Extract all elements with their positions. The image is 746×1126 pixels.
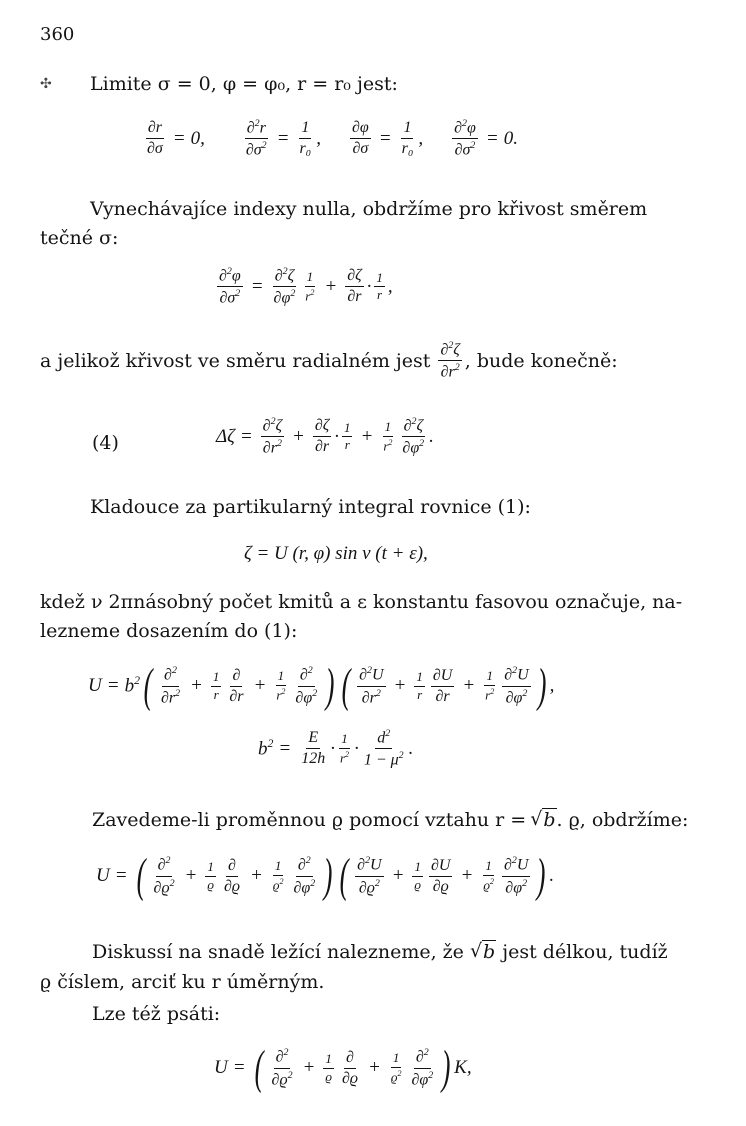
paragraph-also: Lze též psáti: (92, 1003, 221, 1025)
page-number: 360 (40, 24, 75, 45)
paragraph-frequency-line2: lezneme dosazením do (1): (40, 620, 298, 642)
paragraph-frequency-line1: kdež ν 2πnásobný počet kmitů a ε konstantu fasovou označuje, na- (40, 591, 683, 613)
b-squared-equation: $b^2$ = $\frac{E}{12h}$ · $\frac{1}{r^2}$ · $\frac{d^2}{1 - \mu^2}$ . (258, 728, 414, 769)
paragraph-tangent-line2: tečné σ: (40, 227, 119, 249)
u-k-equation: U = ( $\frac{\partial^2}{\partial ϱ^2}$ + $\frac{1}{ϱ}$ $\frac{\partial}{\partial ϱ}$ + $\frac{1}{ϱ^2}$ $\frac{\partial^2}{\partial\varphi^2}$ ) K, (214, 1041, 472, 1094)
equation-4-label: (4) (92, 432, 119, 454)
limit-equations: $\frac{\partial r}{\partial\sigma}$ = 0, $\frac{\partial^2r}{\partial\sigma^2}$ = $\frac{1}{\text{r₀}}$ , $\frac{\partial\varphi}{\partial\sigma}$ = $\frac{1}{\text{r₀}}$ , $\frac{\partial^2\varphi}{\partial\sigma^2}$ = 0. (147, 118, 518, 159)
sqrt-b-2: √ b (469, 940, 496, 963)
paragraph-discussion-line1 (92, 940, 668, 963)
paragraph-radial: a jelikož křivost ve směru radialném jest $\frac{\partial^2\zeta}{\partial r^2}$ , bude konečně: (40, 340, 618, 381)
paragraph-discussion-after: jest délkou, tudíž (502, 940, 668, 963)
paragraph-radial-before: a jelikož křivost ve směru radialném jest (40, 349, 431, 372)
limit-text: Limite σ = 0, φ = φ₀, r = r₀ jest: (90, 73, 398, 95)
u-rho-equation: U = ( $\frac{\partial^2}{\partial ϱ^2}$ + $\frac{1}{ϱ}$ $\frac{\partial}{\partial ϱ}$ + $\frac{1}{ϱ^2}$ $\frac{\partial^2}{\partial\varphi^2}$ ) ( $\frac{\partial^2U}{\partial ϱ^2}$ + $\frac{1}{ϱ}$ $\frac{\partial U}{\partial ϱ}$ + $\frac{1}{ϱ^2}$ $\frac{\partial^2U}{\partial\varphi^2}$ ) . (96, 849, 555, 902)
paragraph-discussion-before: Diskussí na snadě ležící nalezneme, že (92, 940, 464, 963)
paragraph-particular: Kladouce za partikularný integral rovnice (1): (90, 496, 531, 518)
paragraph-variable-before: Zavedeme-li proměnnou ϱ pomocí vztahu r = (92, 808, 527, 831)
paragraph-radial-after: , bude konečně: (464, 349, 618, 372)
paragraph-tangent-line1: Vynechávajíce indexy nulla, obdržíme pro křivost směrem (90, 198, 648, 220)
margin-mark: ✣ (40, 76, 52, 92)
u-equation: U = $b^2$ ( $\frac{\partial^2}{\partial r^2}$ + $\frac{1}{r}$ $\frac{\partial}{\partial r}$ + $\frac{1}{r^2}$ $\frac{\partial^2}{\partial\varphi^2}$ ) ( $\frac{\partial^2U}{\partial r^2}$ + $\frac{1}{r}$ $\frac{\partial U}{\partial r}$ + $\frac{1}{r^2}$ $\frac{\partial^2U}{\partial\varphi^2}$ ) , (88, 659, 555, 712)
paragraph-discussion-line2: ϱ číslem, arciť ku r úměrným. (40, 971, 325, 993)
particular-integral-equation: ζ = U (r, φ) sin ν (t + ε), (244, 543, 428, 564)
paragraph-variable-after: . ϱ, obdržíme: (556, 808, 689, 831)
paragraph-variable (92, 808, 688, 831)
sqrt-b: √ b (530, 808, 556, 831)
equation-4: Δζ = $\frac{\partial^2\zeta}{\partial r^2}$ + $\frac{\partial\zeta}{\partial r}$ · $\frac{1}{r}$ + $\frac{1}{r^2}$ $\frac{\partial^2\zeta}{\partial\varphi^2}$ . (216, 416, 434, 457)
tangent-curvature-equation: $\frac{\partial^2\varphi}{\partial\sigma^2}$ = $\frac{\partial^2\zeta}{\partial\varphi^2}$ $\frac{1}{r^2}$ + $\frac{\partial\zeta}{\partial r}$ · $\frac{1}{r}$ , (219, 266, 393, 307)
